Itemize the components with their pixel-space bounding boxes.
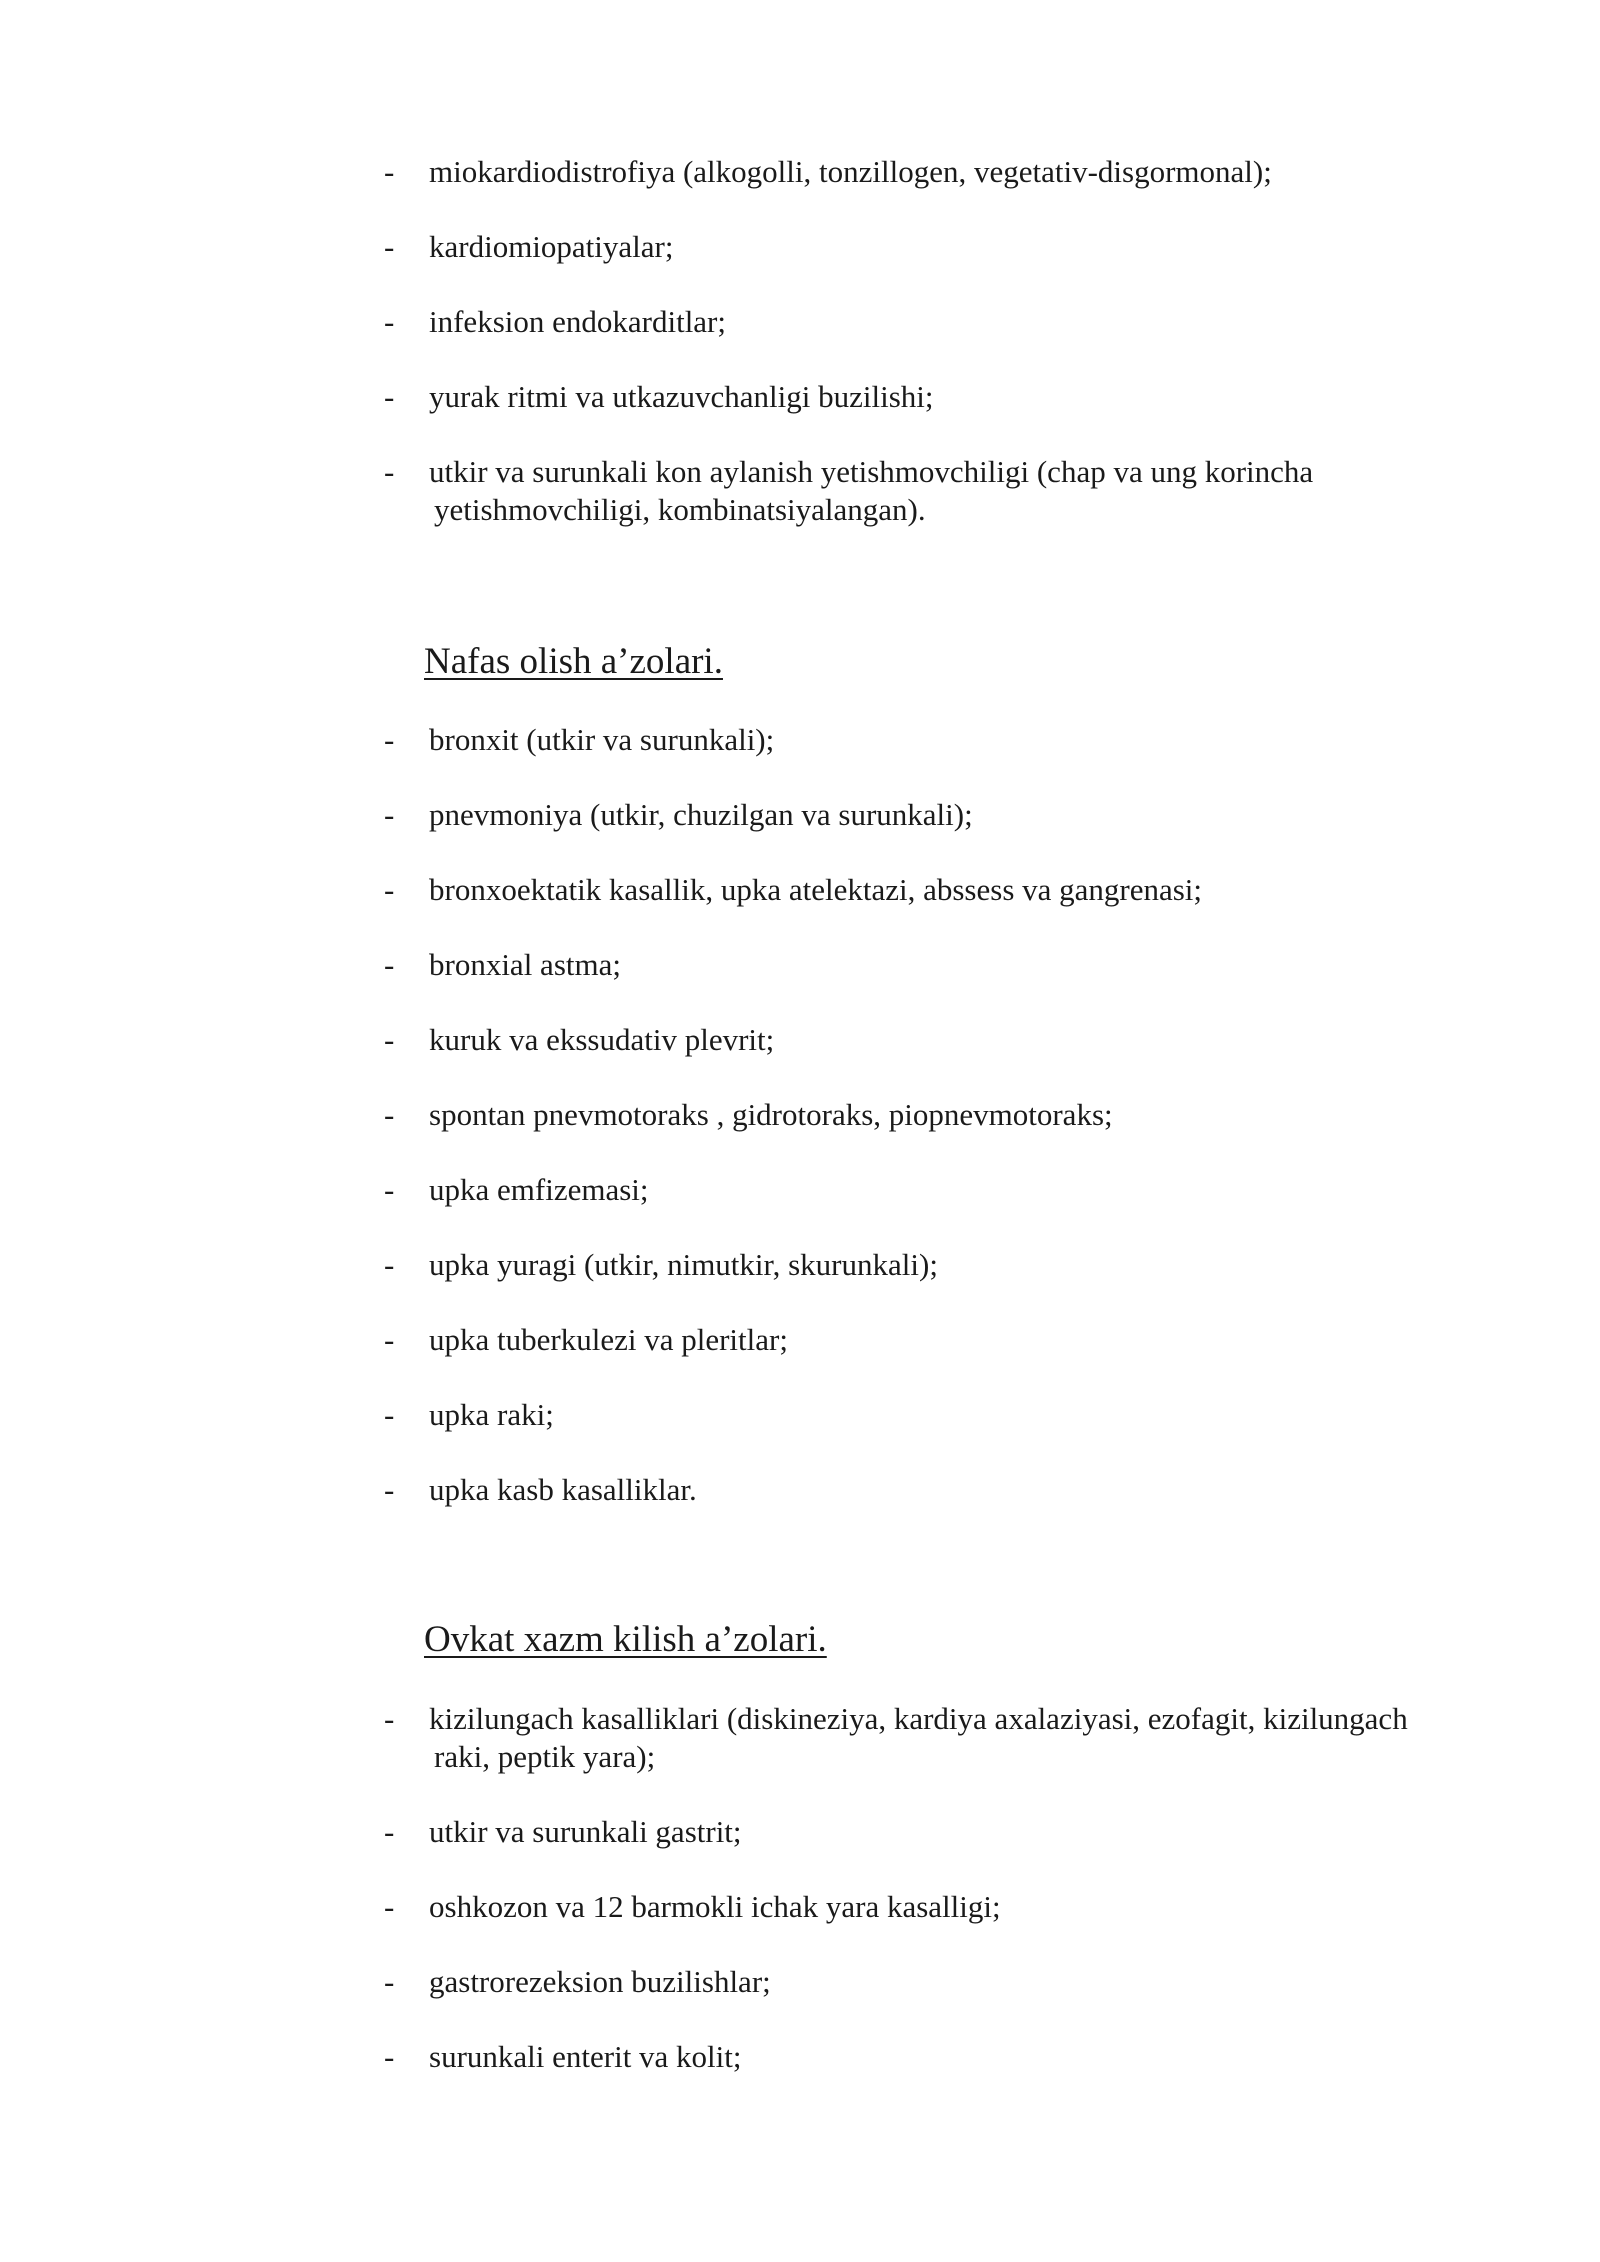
list-item-text: bronxit (utkir va surunkali); — [429, 722, 775, 757]
bullet-dash: - — [384, 1889, 395, 1924]
list-item-text: spontan pnevmotoraks , gidrotoraks, piopnevmotoraks; — [429, 1097, 1113, 1132]
list-item — [384, 228, 1464, 266]
bullet-dash: - — [384, 1472, 395, 1507]
list-item — [384, 378, 1464, 416]
bullet-dash: - — [384, 1022, 395, 1057]
list-item-text: upka kasb kasalliklar. — [429, 1472, 697, 1507]
section-heading: Ovkat xazm kilish a’zolari. — [424, 1619, 827, 1660]
list-item-line: raki, peptik yara); — [434, 1739, 656, 1774]
list-item-text: utkir va surunkali gastrit; — [429, 1814, 742, 1849]
list-item-text: miokardiodistrofiya (alkogolli, tonzillogen, vegetativ-disgormonal); — [429, 154, 1272, 189]
list-item-text: infeksion endokarditlar; — [429, 304, 726, 339]
list-item-text — [429, 1700, 1464, 1776]
list-item — [384, 153, 1464, 191]
cardio-list — [384, 153, 1464, 566]
list-item-text: upka yuragi (utkir, nimutkir, skurunkali); — [429, 1247, 938, 1282]
bullet-dash: - — [384, 229, 395, 264]
list-item-text: pnevmoniya (utkir, chuzilgan va surunkali); — [429, 797, 973, 832]
bullet-dash: - — [384, 1322, 395, 1357]
list-item-text: kardiomiopatiyalar; — [429, 229, 674, 264]
bullet-dash: - — [384, 1397, 395, 1432]
list-item-line: yetishmovchiligi, kombinatsiyalangan). — [434, 492, 926, 527]
respiratory-list — [384, 721, 1464, 1546]
list-item-text: surunkali enterit va kolit; — [429, 2039, 742, 2074]
bullet-dash: - — [384, 1964, 395, 1999]
digestive-list — [384, 1700, 1464, 2113]
list-item — [384, 1396, 1464, 1434]
list-item-text: yurak ritmi va utkazuvchanligi buzilishi; — [429, 379, 934, 414]
list-item-text: upka tuberkulezi va pleritlar; — [429, 1322, 788, 1357]
list-item — [384, 1888, 1464, 1926]
bullet-dash: - — [384, 1097, 395, 1132]
list-item — [384, 1246, 1464, 1284]
list-item — [384, 2038, 1464, 2076]
list-item-line: utkir va surunkali kon aylanish yetishmovchiligi (chap va ung korincha — [429, 454, 1314, 489]
bullet-dash: - — [384, 797, 395, 832]
bullet-dash: - — [384, 1172, 395, 1207]
list-item — [384, 1321, 1464, 1359]
list-item — [384, 1963, 1464, 2001]
list-item-text — [429, 453, 1464, 529]
list-item-text: bronxial astma; — [429, 947, 621, 982]
bullet-dash: - — [384, 1814, 395, 1849]
list-item — [384, 1813, 1464, 1851]
list-item — [384, 453, 1464, 529]
list-item — [384, 303, 1464, 341]
list-item — [384, 721, 1464, 759]
list-item-text: bronxoektatik kasallik, upka atelektazi, abssess va gangrenasi; — [429, 872, 1203, 907]
bullet-dash: - — [384, 1701, 395, 1736]
bullet-dash: - — [384, 947, 395, 982]
bullet-dash: - — [384, 304, 395, 339]
bullet-dash: - — [384, 2039, 395, 2074]
bullet-dash: - — [384, 454, 395, 489]
bullet-dash: - — [384, 379, 395, 414]
bullet-dash: - — [384, 722, 395, 757]
section-heading: Nafas olish a’zolari. — [424, 641, 723, 682]
list-item-text: kuruk va ekssudativ plevrit; — [429, 1022, 775, 1057]
list-item — [384, 1021, 1464, 1059]
list-item — [384, 796, 1464, 834]
bullet-dash: - — [384, 1247, 395, 1282]
list-item-text: upka raki; — [429, 1397, 554, 1432]
list-item-line: kizilungach kasalliklari (diskineziya, kardiya axalaziyasi, ezofagit, kizilungach — [429, 1701, 1408, 1736]
bullet-dash: - — [384, 872, 395, 907]
list-item — [384, 1171, 1464, 1209]
bullet-dash: - — [384, 154, 395, 189]
list-item-text: upka emfizemasi; — [429, 1172, 649, 1207]
list-item-text: gastrorezeksion buzilishlar; — [429, 1964, 771, 1999]
list-item-text: oshkozon va 12 barmokli ichak yara kasalligi; — [429, 1889, 1001, 1924]
list-item — [384, 1096, 1464, 1134]
list-item — [384, 946, 1464, 984]
list-item — [384, 1471, 1464, 1509]
list-item — [384, 1700, 1464, 1776]
list-item — [384, 871, 1464, 909]
